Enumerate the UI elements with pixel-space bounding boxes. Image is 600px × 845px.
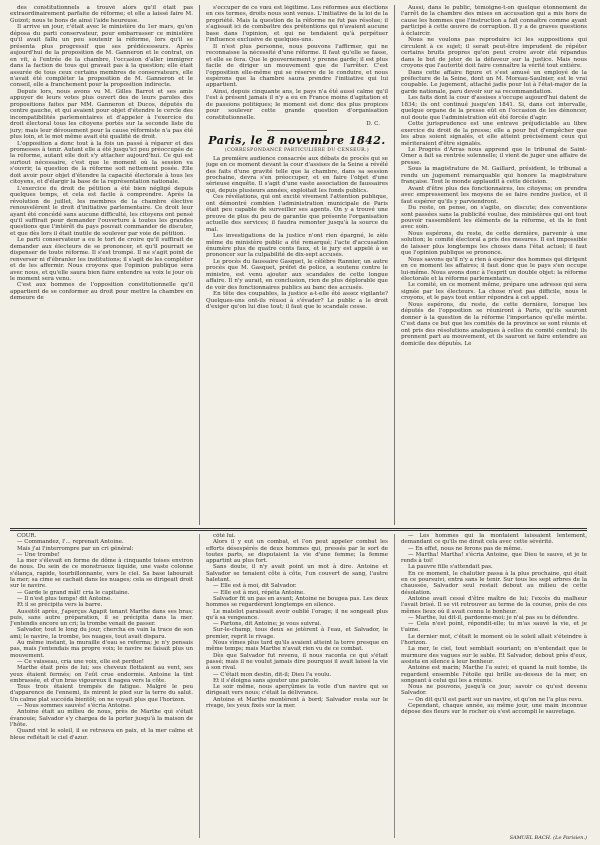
paragraph: Les faits dont la cour d'assises s'occupe aujourd'hui datent de 1834; ils ont continué jusqu'en 1841. Si, dans cet intervalle, quelque organe de la presse eût en l'occasion de les dénoncer, nul doute que l'administration eût été forcée d'agir. xyxy=(401,95,587,121)
paragraph: côté lui. xyxy=(213,533,236,539)
article-column-3 xyxy=(401,5,587,530)
article-column-1 xyxy=(10,5,193,530)
dateline: Paris, le 8 novembre 1842. xyxy=(208,133,386,147)
paragraph: Il arrive un jour, c'était avec le ministère du 1er mars, qu'on déposa du parti conservateur, pour embarrasser ce ministère qu'il avait fallu un peu soutenir la réforme, lors qu'il se présenta plus progressif que ses prédécesseurs. Après aujourd'hui de la proposition de M. Ganneron et le contrat, on en vit, à l'entrée de la chambre, l'occasion d'aller immigrer dans la faction de tous qui gravait pas à la question; elle était assurée de tous ceux certains membres de conservateurs, elle n'avait été compléter la proposition de M. Ganneron et le conseil, elle a franchement pour la proposition indirecte. xyxy=(10,24,193,89)
paragraph: — Ce vaisseau, cria une voix, elle est perdue! xyxy=(17,658,144,665)
paragraph: Le Progrès d'Arras nous apprend que le tribunal de Saint-Omer a fait sa rentrée solennelle; il vient de juger une affaire de presse. xyxy=(401,146,587,166)
paragraph: La pauvre fille s'attendait pas. xyxy=(408,564,493,571)
paragraph: — Cela n'est point, répondit-elle; tu m'as sauvé la vie, et je t'aime. xyxy=(401,621,587,634)
paragraph: Marthe était près de lui; ses cheveux flottaient au vent, ses yeux étaient fermés; on l'eût crue endormie. Antoine la tint embrassée, et d'un bras vigoureux il nagea vers la côte. xyxy=(10,665,193,684)
paragraph: Nous espérons, du reste, de cette dernière, lorsque les députés de l'opposition se réuniront à Paris, qu'ils sauront donner à la question de la réforme l'importance qu'elle mérite. C'est dans ce but que les comités de la province se sont réunis et ont pris des résolutions analogues à celles du comité central; ils prennent part au mouvement, et ils sauront se faire entendre au domicile des députés. Le xyxy=(401,301,587,347)
correspondence-label: (CORRESPONDANCE PARTICULIÈRE DU CENSEUR.) xyxy=(224,147,370,153)
paragraph: La mer, le ciel, tout semblait souriant; on n'entendait que le murmure des vagues sur le sable. Et Salvador, debout près d'eux, assista en silence à leur bonheur. xyxy=(401,646,587,665)
feuilleton-rule xyxy=(10,530,587,531)
paragraph: L'exercice du droit de pétition a été bien négligé depuis quelques temps, et cela est facile à comprendre. Après la révolution de juillet, les membres de la chambre élective renouvelèrent le droit d'initiative parlementaire. Ce droit leur ayant été concédé sans aucune difficulté, les citoyens ont pensé qu'il suffirait pour demander l'ouverture à toutes les grandes questions que l'intérêt du pays pouvait commander de discuter, et que dès lors il était inutile de soulever par voie de pétition. xyxy=(10,185,193,237)
paragraph: — C'était mon destin, dit-il; Dieu l'a voulu. xyxy=(213,671,332,678)
paragraph: Le procès du faussaire Gasquet, le célèbre Rannier, un autre procès que M. Gasquet, préfet de police, a soutenu contre le ministre, est venu ajouter aux scandales de cette longue affaire. Il n'y aurait, en conclusion, rien de plus déplorable que de voir des fonctionnaires publics au banc des accusés. xyxy=(206,258,388,291)
paragraph: Antoine était au milieu de nous, près de Marthe qui s'était évanouie; Salvador s'y chargea de la porter jusqu'à la maison de l'hôte. xyxy=(10,709,193,728)
paragraph: — Martha! Martha! s'écria Antoine, que Dieu te sauve, et je te rends à toi! xyxy=(401,551,587,565)
paragraph: Antoine est marin; Marthe l'a suivi; et quand la nuit tombe, ils regardent ensemble l'étoile qui brille au-dessus de la mer, en songeant à celui qui les a réunis. xyxy=(401,665,587,684)
paragraph: Nous vîmes plus tard qu'ils avaient atteint la terre presque en même temps; mais Marthe n'avait rien vu de ce combat. xyxy=(206,640,388,653)
feuilleton-column-3 xyxy=(401,533,587,839)
paragraph: — Elle est à moi, dit Salvador. xyxy=(213,583,297,590)
paragraph: Depuis lors, nous avons vu M. Gilles Barrot et ses amis appuyer de leurs votes plus ouvert des de leurs paroles des propositions faites par MM. Ganneron et Ducos, députés du centre gauche, et qui avaient pour objet d'étendre le cercle des incompatibilités parlementaires et d'appeler à l'exercice du droit électoral tous les citoyens portés sur la seconde liste du jury; mais leur dévouement pour la cause réformiste n'a pas été plus loin, et le mot même avait été qualifié de droit. xyxy=(10,88,193,141)
paragraph: des constitutionnels a trouvé alors qu'il était pas extraordinairement parfaite de réforme; et elle a laissé faire M. Guizot; nous te bons de ainsi l'aide heureuse. xyxy=(10,5,193,24)
article-signature: D. C. xyxy=(366,121,380,128)
paragraph: En tête des coupables, la justice a-t-elle été assez vigilante? Quelques-uns ont-ils réussi à s'évader? Le public a le droit d'exiger qu'on lui dise tout; il faut que le scandale cesse. xyxy=(206,291,388,311)
paragraph: Salvador fit un pas en avant; Antoine ne bougea pas. Les deux hommes se regardèrent longtemps en silence. xyxy=(206,595,388,609)
paragraph: Cependant, chaque année, au même jour, une main inconnue dépose des fleurs sur le rocher où s'est accompli le sauvetage. xyxy=(401,703,587,716)
paragraph: La mer s'élevait en forme de dôme à cinquante toises environ de nous. Du sein de ce monstrueux liquide, une vaste colonne s'élança, rapide, tourbillonnante, vers le ciel. Sa base labourait la mer; sa cime se cachait dans les nuages; cela se dirigeait droit sur le navire. xyxy=(10,558,193,590)
paragraph: — Elle est à moi, répéta Antoine. xyxy=(213,589,305,596)
article-column-2 xyxy=(206,5,388,530)
paragraph: — Il n'est plus temps! dit Antoine. xyxy=(17,595,112,602)
paragraph: En ce moment, le chalutier passa à la plus prochaine, qui était en ce poursuivi, entra sans le tenir. Sur tous les sept arbres de la chaussée, Salvador seul restait debout au milieu de cette désolation. xyxy=(401,570,587,596)
paragraph: Cette jurisprudence est une entrave préjudiciable au libre exercice du droit de la presse; elle a pour but d'empêcher que les abus soient signalés, et elle atteint précisément ceux qui mériteraient d'être signalés. xyxy=(401,121,587,147)
paragraph: Sous la magistrature de M. Gaillard, président, le tribunal a rendu un jugement remarquable qui honore la magistrature française. Tout le monde applaudit à cette décision. xyxy=(401,166,587,186)
paragraph: Nous espérons, du reste, de cette dernière, parvenir à une solution; le comité électoral a pris des mesures. Il est impossible de laisser plus longtemps les choses dans l'état actuel; il faut que l'opinion publique se prononce. xyxy=(401,230,587,257)
paragraph: Le dernier mot, c'était le moment où le soleil allait s'éteindre à l'horizon. xyxy=(401,633,587,647)
feuilleton-column-2 xyxy=(206,533,388,839)
paragraph: Les investigations de la justice n'ont rien épargné, le zèle même du ministère public a été remarqué; l'acte d'accusation énumère plus de quatre cents faux, et le jury est appelé à se prononcer sur la culpabilité de dix-sept accusés. xyxy=(206,233,388,259)
paragraph: — Les hommes qui la montaient laissaient lentement, demandant ce qu'ils me dirait cela avec cette sévérité. xyxy=(401,533,587,546)
paragraph: La première audience consacrée aux débats de procès qui se juge en ce moment devant la cour d'assises de la Seine a révélé des faits d'une gravité telle que la chambre, dans sa session prochaine, devra s'en préoccuper, et en faire l'objet d'une sérieuse enquête. Il s'agit d'une vaste association de faussaires qui, depuis plusieurs années, exploitait les fonds publics. xyxy=(206,155,388,194)
paragraph: Antoine et Marthe montèrent à bord; Salvador resta sur le rivage, les yeux fixés sur la mer. xyxy=(206,696,388,710)
paragraph: Sur-le-champ, tous deux se jetèrent à l'eau, et Salvador, le premier, reprit le rivage. xyxy=(206,627,388,640)
feuilleton-column-1 xyxy=(10,533,193,839)
paragraph: Nous ne voulons pas reproduire ici les suppositions qui circulent à ce sujet; il serait peut-être imprudent de répéter certains bruits propres qu'on peut croire avoir été répandus dans le but de jeter de la défaveur sur la justice. Mais nous croyons que l'autorité doit faire connaître la vérité tout entière. xyxy=(401,37,587,70)
paragraph: COUR. xyxy=(17,533,37,539)
paragraph: Mais j'ai l'interrompre par un cri général: xyxy=(17,545,134,552)
column-rule xyxy=(199,534,200,838)
paragraph: Avant d'être plus des fonctionnaires, les citoyens; on prendra avec empressement les moyens de se faire rendre justice, et il faut espérer qu'ils y parviendront. xyxy=(401,185,587,205)
column-rule xyxy=(394,5,395,525)
section-divider xyxy=(267,130,327,131)
paragraph: L'opposition a donc tout à la fois un passé à réparer et des promesses à tenir. Autant elle a été jusqu'ici peu préoccupée de la réforme, autant elle doit s'y attacher aujourd'hui. Ce qui est surtout nécessaire, c'est que le moment où la session va s'ouvrir, la question de la réforme soit nettement posée. Elle doit avoir pour objet d'étendre la capacité électorale à tous les citoyens, et d'élargir la base de la représentation nationale. xyxy=(10,140,193,186)
paragraph: Nous ne pouvons, jusqu'à ce jour, savoir ce qu'est devenu Salvador. xyxy=(401,684,587,697)
paragraph: Dès que Salvador fut revenu, il nous raconta ce qui s'était passé; mais il ne voulut jamais dire pourquoi il avait laissé la vie à son rival. xyxy=(206,652,388,672)
paragraph: Le comité, en ce moment même, prépare une adresse qui sera signée par les électeurs. La chose n'est pas difficile, nous le croyons, et le pays tout entier répondra à cet appel. xyxy=(401,282,587,302)
paragraph: Ainsi, depuis cinquante ans, le pays n'a été aussi calme qu'il l'est à présent jamais il n'y a eu en France moins d'agitation et de passions politiques; le moment est donc des plus propices pour soulever cette grande question d'organisation constitutionnelle. xyxy=(206,88,388,121)
paragraph: Dans cette affaire figure et s'est amusé un employé de la préfecture de la Seine, dont un M. Moreau-Saulnier, est le vrai coupable. Le jugement, attaché jadis pour lui à l'état-major de la garde nationale, paru devoir sur sa recommandation. xyxy=(401,69,587,95)
paragraph: Il n'est plus personne, nous pouvons l'affirmer, qui ne reconnaisse la nécessité d'une réforme. Il faut qu'elle se fasse, et elle se fera. Que le gouvernement y prenne garde; il est plus facile de diriger un mouvement que de l'arrêter. C'est l'opposition elle-même qui se réserve de le conduire, et nous espérons que la chambre saura prendre l'initiative qui lui appartient. xyxy=(206,43,388,89)
paragraph: Quand vint le soleil, il se retrouva en paix, et la mer calme et bleue reflétait le ciel d'azur. xyxy=(10,728,193,741)
paragraph: Le parti conservateur a eu le tort de croire qu'il suffirait de demander aux électeurs de se prononcer, et qu'il pourrait se dispenser de toute réforme. Il s'est trompé. Il ne s'agit point de renverser ni d'ébranler les institutions; il s'agit de les compléter et de les affermir. Nous croyons que l'opinion publique sera avec nous, et qu'elle saura bien faire entendre sa voix le jour où le moment sera venu. xyxy=(10,237,193,283)
paragraph: Et il se précipita vers la barre. xyxy=(17,602,103,609)
paragraph: Aussitôt après, j'aperçus Agapit tenant Marthe dans ses bras; puis, sans autre préparation, il se précipita dans la mer. J'entendis encore un cri; la trombe venait de passer. xyxy=(10,608,193,628)
feuilleton-rule xyxy=(10,528,587,529)
paragraph: s'occuper de ce vœu est légitime. Les réformes aux élections en ces termes, droits nous sont venus. L'initiative de la loi de la propriété. Mais la question de la réforme ne fut pas résolue; il s'agissait ici de combattre des prétentions qui n'avaient aucune base dans l'opinion, et qui ne tendaient qu'à perpétuer l'influence exclusive de quelques-uns. xyxy=(206,5,388,44)
paragraph: — Partons, dit Antoine; je vous suivrai. xyxy=(213,621,322,628)
paragraph: Au même instant, la muraille d'eau se referma; je n'y pensais pas, mais j'entendais ma propre voix; le navire ne faisait plus un mouvement. xyxy=(10,640,193,659)
paragraph: Sans doute, il n'y avait point un mot à dire. Antoine et Salvador se tenaient côte à côte, l'un couvert de sang, l'autre haletant. xyxy=(206,564,388,584)
paragraph: — Nous sommes sauvés! s'écria Antoine. xyxy=(17,703,132,710)
paragraph: — Une trombe! xyxy=(17,551,60,558)
paragraph: Aussi, dans le public, témoigne-t-on quelque étonnement de l'arrêt de la chambre des mises en accusation qui a mis hors de cause les hommes que l'instruction a fait connaître comme ayant participé à cette œuvre de corruption. Il y a de graves questions à éclaircir. xyxy=(401,5,587,37)
paragraph: Tous trois étaient trempés de fatigue. Malgré le peu d'apparence de l'ennemi, ils mirent le pied sur la terre du salut. Un calme plat succéda bientôt; on ne voyait plus que l'horizon. xyxy=(10,684,193,703)
paragraph: Salvador, tout le long du jour, chercha en vain la trace de son ami; le navire, la trombe, les nuages, tout avait disparu. xyxy=(10,627,193,640)
paragraph: Le soir même, nous aperçûmes la voile d'un navire qui se dirigeait vers nous; c'était la délivrance. xyxy=(206,684,388,697)
paragraph: Nous savons qu'il n'y a rien à espérer des hommes qui dirigent en ce moment les affaires; il faut donc que le pays s'en occupe lui-même. Nous avons donc à l'esprit un double objet: la réforme électorale et la réforme parlementaire. xyxy=(401,256,587,283)
paragraph: C'est aux hommes de l'opposition constitutionnelle qu'il appartient de se conformer au droit pour mettre la chambre en demeure de xyxy=(10,282,193,302)
feuilleton-signature: SAMUEL BACH. (Le Parisien.) xyxy=(509,835,587,841)
paragraph: — Commandez, l'... reprenait Antoine. xyxy=(17,539,124,546)
paragraph: Alors il y eut un combat, et l'on peut appeler combat les efforts désespérés de deux hommes qui, pressés par le sort de toutes parts, se disputaient la vie d'une femme; la femme appartint au plus fort. xyxy=(206,539,388,565)
paragraph: Antoine avait cessé d'être maître de lui; l'excès du malheur l'avait brisé. Il se vit retrouver au terme de la course, près de ces mêmes lieux où il avait connu le bonheur. xyxy=(401,595,587,615)
paragraph: Et il s'éloigna sans ajouter une parole. xyxy=(213,677,321,684)
column-rule xyxy=(394,534,395,838)
paragraph: — En effet, nous ne ferons pas de même. xyxy=(408,545,523,552)
paragraph: — Garde le grand mât! cria le capitaine. xyxy=(17,589,130,596)
paragraph: — On dit qu'il est parti sur un navire, et qu'on ne l'a plus revu. xyxy=(408,696,583,703)
column-rule xyxy=(199,5,200,525)
paragraph: Du reste, on pense, on s'agite, on discute; des conventions sont passées sans la publicité voulue, des ministères qui ont tout pouvoir rassemblent les éléments de la réforme, et ils le font avec soin. xyxy=(401,205,587,231)
paragraph: Ces révélations, qui ont excité vivement l'attention publique, ont démontré combien l'administration municipale de Paris était peu capable de surveiller ses agents. On y a trouvé une preuve de plus du peu de garantie que présente l'organisation actuelle des services; il faudra remonter jusqu'à la source du mal. xyxy=(206,194,388,233)
paragraph: Le matelot paraissait avoir oublié l'orage; il ne songeait plus qu'à sa vengeance. xyxy=(206,608,388,621)
paragraph: — Marthe, lui dit-il, pardonne-moi; je n'ai pas su te défendre. xyxy=(408,614,579,621)
